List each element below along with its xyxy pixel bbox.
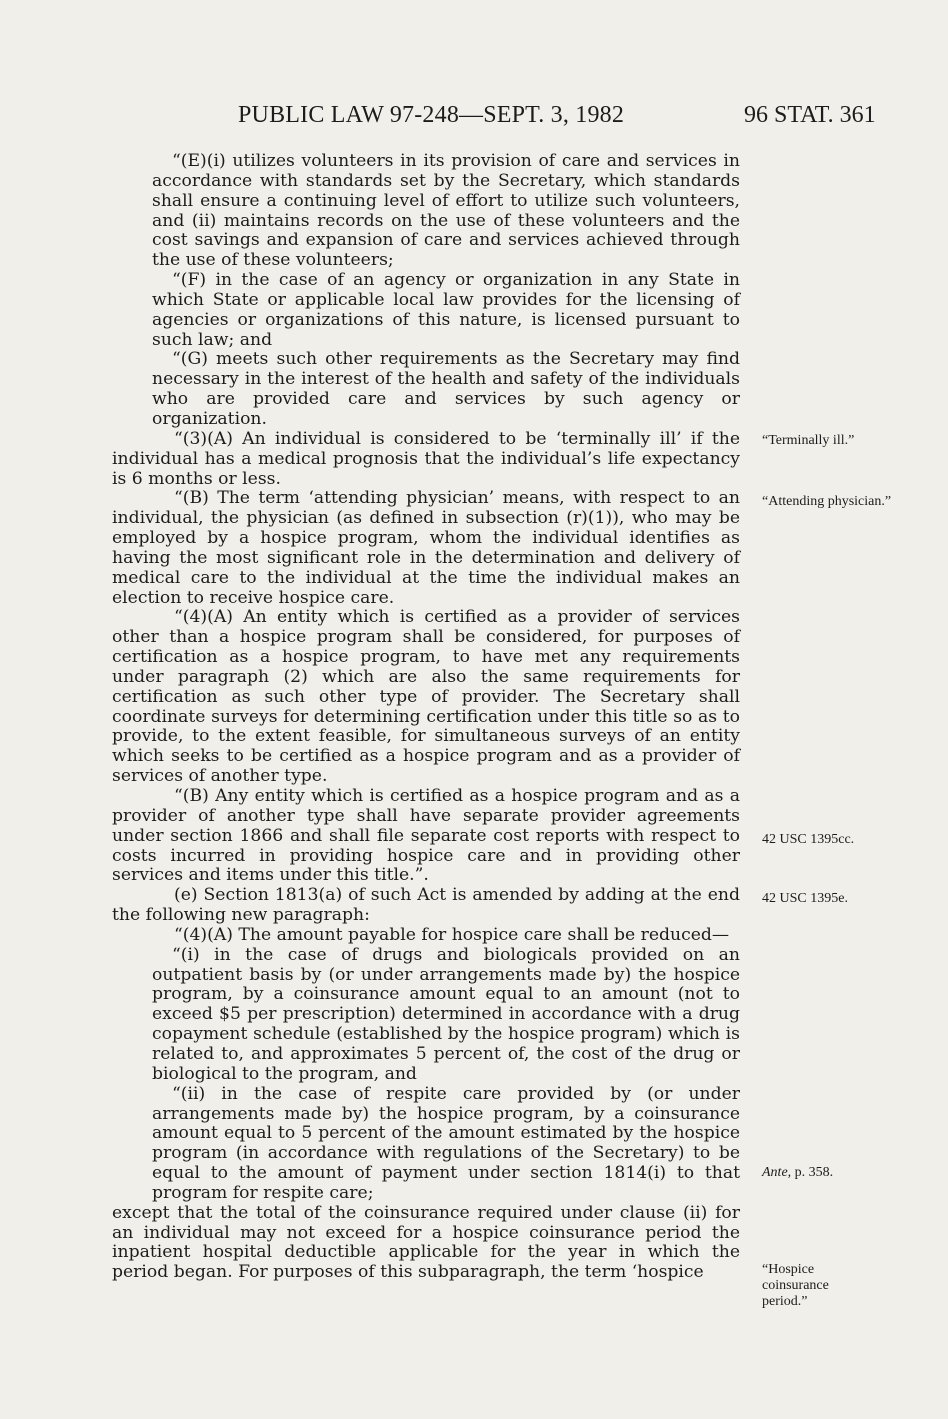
paragraph-4b-separate-agreements: “(B) Any entity which is certified as a hospice program and as a provider of another type shall have separate provider agreements under section 1866 and shall file separate cost reports with respect to costs incurred in providing hospice care and in providing other services and items under this title.”. [112,786,740,886]
margin-note-usc-1395cc: 42 USC 1395cc. [762,832,855,847]
ante-label: Ante, [762,1165,792,1180]
paragraph-3a-terminally-ill: “(3)(A) An individual is considered to be ‘terminally ill’ if the individual has a medical prognosis that the individual’s life expectancy is 6 months or less. [112,428,740,489]
paragraph-4a-certification: “(4)(A) An entity which is certified as a provider of services other than a hospice program shall be considered, for purposes of certification as a hospice program, to have met any requirements under paragraph (2) which are also the same requirements for certification as such other type of provider. The Secretary shall coordinate surveys for determining certification under this title so as to provide, to the extent feasible, for simultaneous surveys of an entity which seeks to be certified as a hospice program and as a provider of services of another type. [112,607,740,787]
margin-note-ante-reference [762,1165,942,1181]
margin-note-usc-1395e: 42 USC 1395e. [762,891,848,906]
running-header-stat: 96 STAT. 361 [744,102,876,128]
paragraph-3b-attending-physician: “(B) The term ‘attending physician’ means, with respect to an individual, the physician (as defined in subsection (r)(1)), who may be employed by a hospice program, whom the individual identifies as having the most significant role in the determination and delivery of medical care to the individual at the time the individual makes an election to receive hospice care. [112,488,740,608]
margin-note-attending-physician: “Attending physician.” [762,494,892,509]
margin-note-terminally-ill: “Terminally ill.” [762,433,855,448]
paragraph-f-licensing: “(F) in the case of an agency or organization in any State in which State or applicable local law provides for the licensing of agencies or organizations of this nature, is licensed pursuant to such law; and [152,270,740,350]
paragraph-e-volunteers: “(E)(i) utilizes volunteers in its provision of care and services in accordance with standards set by the Secretary, which standards shall ensure a continuing level of effort to utilize such volunteers, and (ii) maintains records on the use of these volunteers and the cost savings and expansion of care and services achieved through the use of these volunteers; [152,151,740,271]
paragraph-except-coinsurance: except that the total of the coinsurance required under clause (ii) for an individual may not exceed for a hospice coinsurance period the inpatient hospital deductible applicable for the year in which the period began. For purposes of this subparagraph, the term ‘hospice [112,1202,740,1283]
clause-i-drugs: “(i) in the case of drugs and biologicals provided on an outpatient basis by (or under arrangements made by) the hospice program, by a coinsurance amount equal to an amount (not to exceed $5 per prescription) determined in accordance with a drug copayment schedule (established by the hospice program) which is related to, and approximates 5 percent of, the cost of the drug or biological to the program, and [152,944,740,1084]
clause-ii-respite: “(ii) in the case of respite care provided by (or under arrangements made by) the hospice program, by a coinsurance amount equal to 5 percent of the amount estimated by the hospice program (in accordance with regulations of the Secretary) to be equal to the amount of payment under section 1814(i) to that program for respite care; [152,1083,740,1203]
paragraph-e-section-1813: (e) Section 1813(a) of such Act is amended by adding at the end the following new paragraph: [112,885,740,926]
margin-note-hospice-coinsurance: “Hospice coinsurance period.” [762,1262,829,1309]
paragraph-4a-amount-payable: “(4)(A) The amount payable for hospice care shall be reduced— [174,924,730,945]
statute-body [112,152,740,1283]
paragraph-g-requirements: “(G) meets such other requirements as the Secretary may find necessary in the interest of the health and safety of the individuals who are provided care and services by such agency or organization. [152,349,740,429]
running-header-title: PUBLIC LAW 97-248—SEPT. 3, 1982 [238,102,625,128]
ante-page: p. 358. [791,1165,834,1180]
